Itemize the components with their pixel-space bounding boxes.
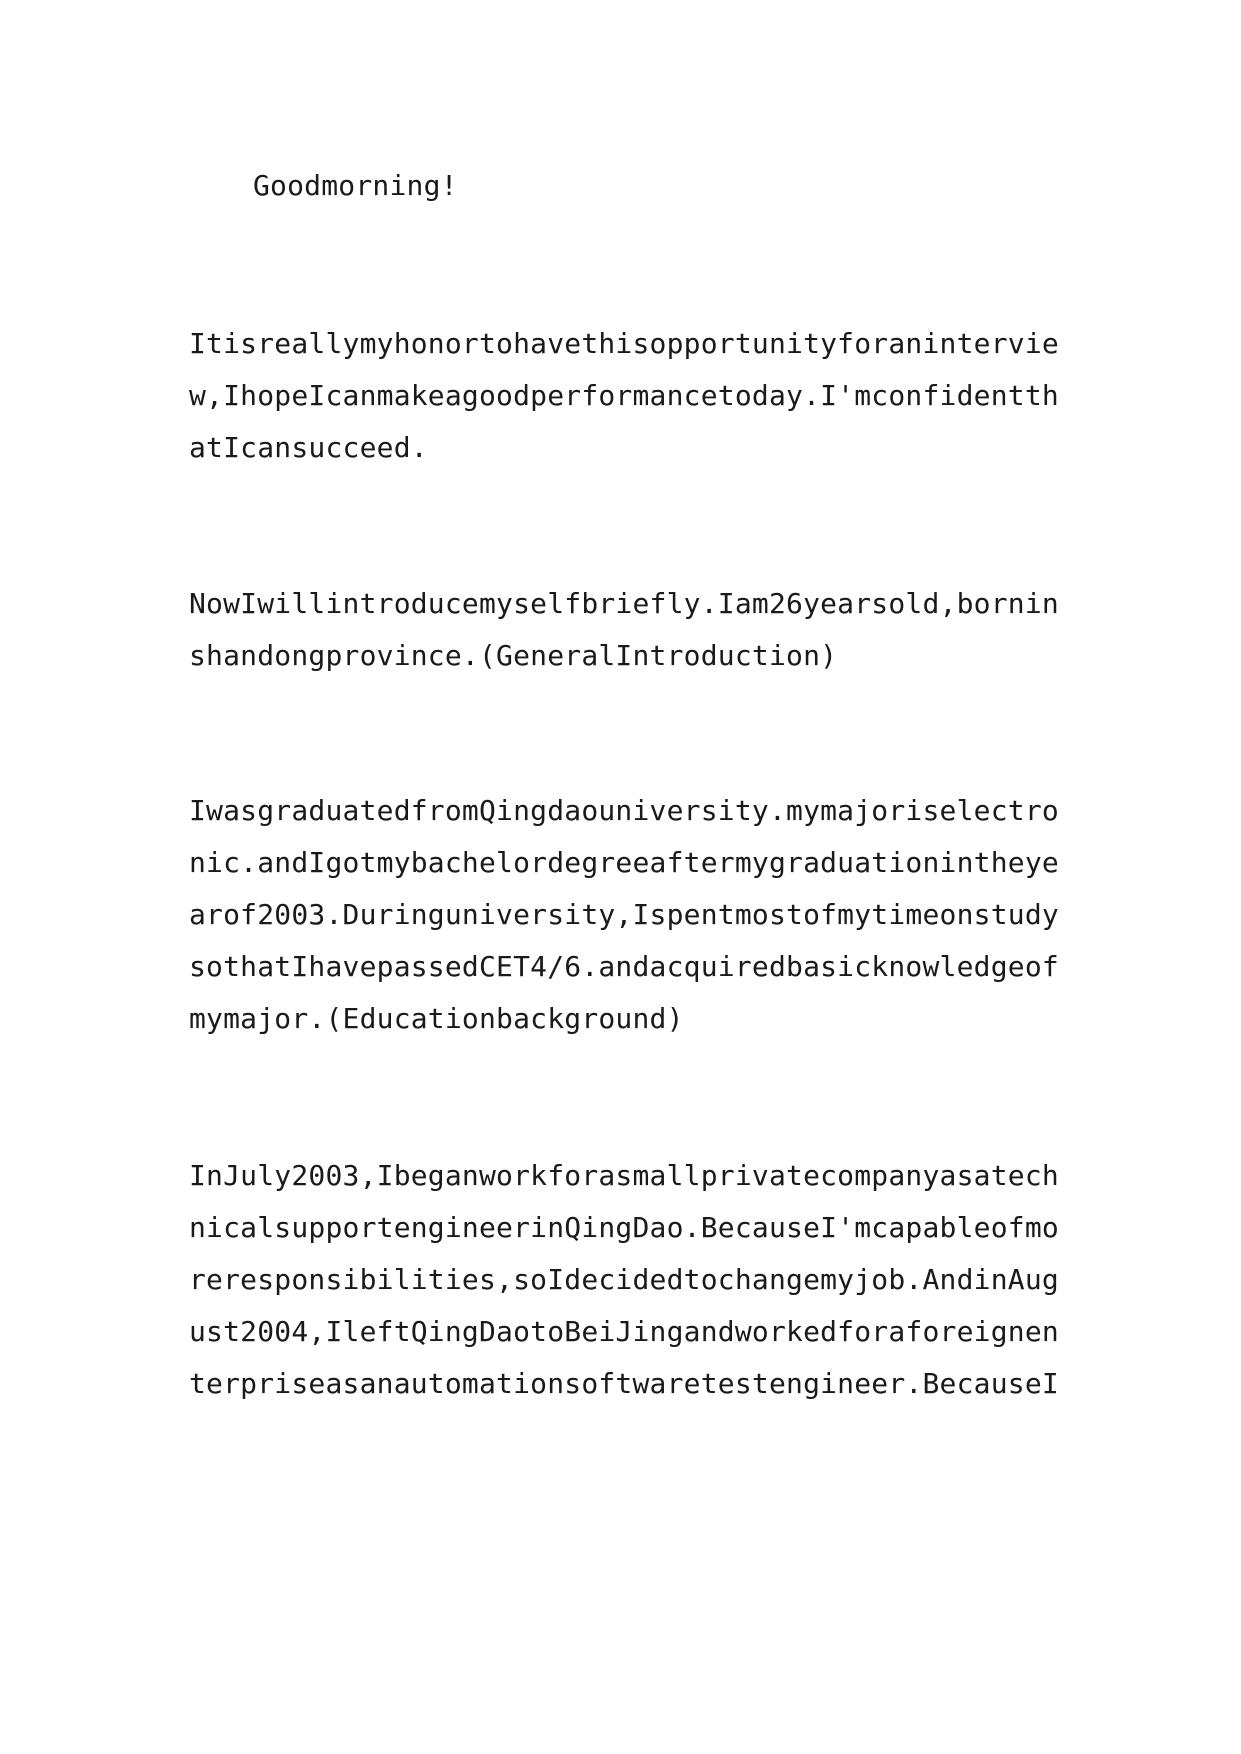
text-line: ust2004,IleftQingDaotoBeiJingandworkedforaforeignen bbox=[189, 1315, 1059, 1348]
text-line: terpriseasanautomationsoftwaretestengineer.BecauseI bbox=[189, 1367, 1059, 1400]
text-line: w,IhopeIcanmakeagoodperformancetoday.I'mconfidentth bbox=[189, 379, 1059, 412]
text-line: Itisreallymyhonortohavethisopportunityforanintervie bbox=[189, 327, 1059, 360]
text-line: nic.andIgotmybachelordegreeaftermygraduationintheye bbox=[189, 846, 1059, 879]
text-line: atIcansucceed. bbox=[189, 431, 428, 464]
text-line: shandongprovince.(GeneralIntroduction) bbox=[189, 639, 838, 672]
text-line: nicalsupportengineerinQingDao.BecauseI'mcapableofmo bbox=[189, 1211, 1059, 1244]
text-line: sothatIhavepassedCET4/6.andacquiredbasicknowledgeof bbox=[189, 950, 1059, 983]
text-line: mymajor.(Educationbackground) bbox=[189, 1002, 684, 1035]
text-line: reresponsibilities,soIdecidedtochangemyjob.AndinAug bbox=[189, 1263, 1059, 1296]
text-line: arof2003.Duringuniversity,Ispentmostofmytimeonstudy bbox=[189, 898, 1059, 931]
greeting-line: Goodmorning! bbox=[253, 169, 458, 202]
text-line: IwasgraduatedfromQingdaouniversity.mymajoriselectro bbox=[189, 794, 1059, 827]
text-line: InJuly2003,Ibeganworkforasmallprivatecompanyasatech bbox=[189, 1159, 1059, 1192]
text-line: NowIwillintroducemyselfbriefly.Iam26yearsold,bornin bbox=[189, 587, 1059, 620]
